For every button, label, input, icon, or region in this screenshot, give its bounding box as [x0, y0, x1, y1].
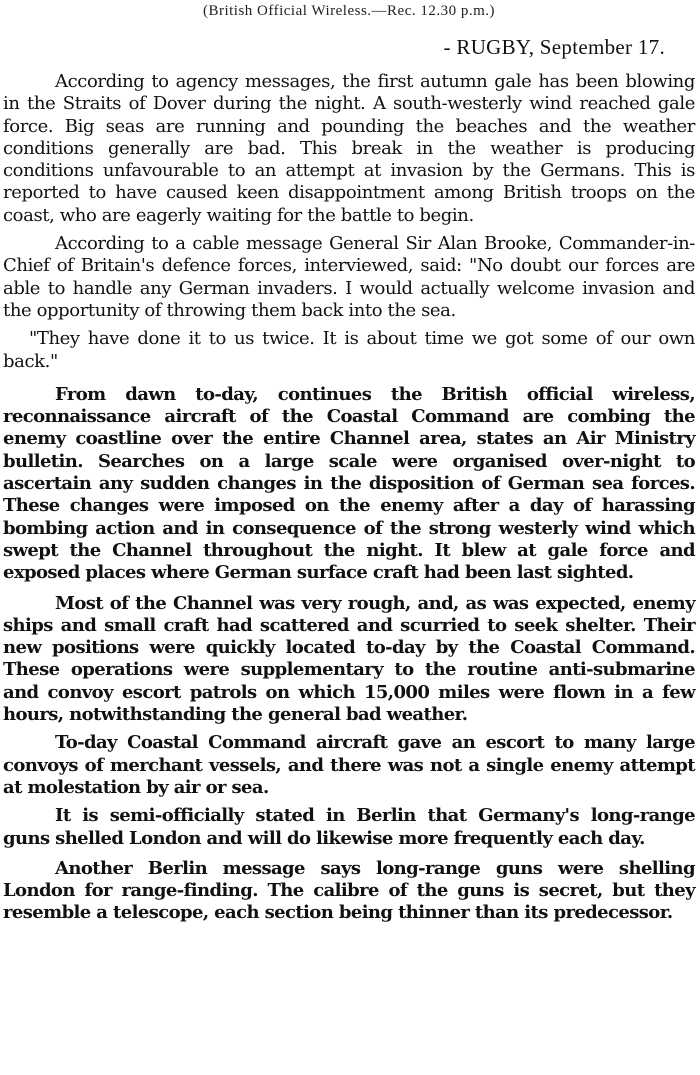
paragraph-berlin-guns: Another Berlin message says long-range guns were shelling London for range-finding. The calibre of the guns is secret, but they resemble a telescope, each section being thinner than its predecessor.	[3, 857, 695, 924]
paragraph-berlin-shelling: It is semi-officially stated in Berlin that Germany's long-range guns shelled London and will do likewise more frequently each day.	[3, 805, 695, 849]
paragraph-reconnaissance: From dawn to-day, continues the British official wireless, reconnaissance aircraft of the Coastal Command are combing the enemy coastline over the entire Channel area, states an Air Ministry bulletin. Searches on a large scale were organised over-night to ascertain any sudden changes in the disposition of German sea forces. These changes were imposed on the enemy after a day of harassing bombing action and in consequence of the strong westerly wind which swept the Channel throughout the night. It blew at gale force and exposed places where German surface craft had been last sighted.	[3, 383, 695, 584]
paragraph-quote: "They have done it to us twice. It is about time we got some of our own back."	[3, 328, 695, 372]
source-line: (British Official Wireless.—Rec. 12.30 p.m.)	[202, 3, 496, 19]
paragraph-brooke: According to a cable message General Sir Alan Brooke, Commander-in-Chief of Britain's defence forces, interviewed, said: "No doubt our forces are able to handle any German invaders. I would actually welcome invasion and the opportunity of throwing them back into the sea.	[3, 233, 695, 321]
paragraph-channel: Most of the Channel was very rough, and, as was expected, enemy ships and small craft had scattered and scurried to seek shelter. Their new positions were quickly located to-day by the Coastal Command. These operations were supplementary to the routine anti-submarine and convoy escort patrols on which 15,000 miles were flown in a few hours, notwithstanding the general bad weather.	[3, 592, 695, 726]
paragraph-convoys: To-day Coastal Command aircraft gave an escort to many large convoys of merchant vessels, and there was not a single enemy attempt at molestation by air or sea.	[3, 732, 695, 798]
dateline: - RUGBY, September 17.	[443, 35, 665, 59]
paragraph-gale: According to agency messages, the first autumn gale has been blowing in the Straits of Dover during the night. A south-westerly wind reached gale force. Big seas are running and pounding the beaches and the weather conditions generally are bad. This break in the weather is producing conditions unfavourable to an attempt at invasion by the Germans. This is reported to have caused keen disappointment among British troops on the coast, who are eagerly waiting for the battle to begin.	[3, 71, 695, 226]
article-body	[3, 71, 695, 925]
